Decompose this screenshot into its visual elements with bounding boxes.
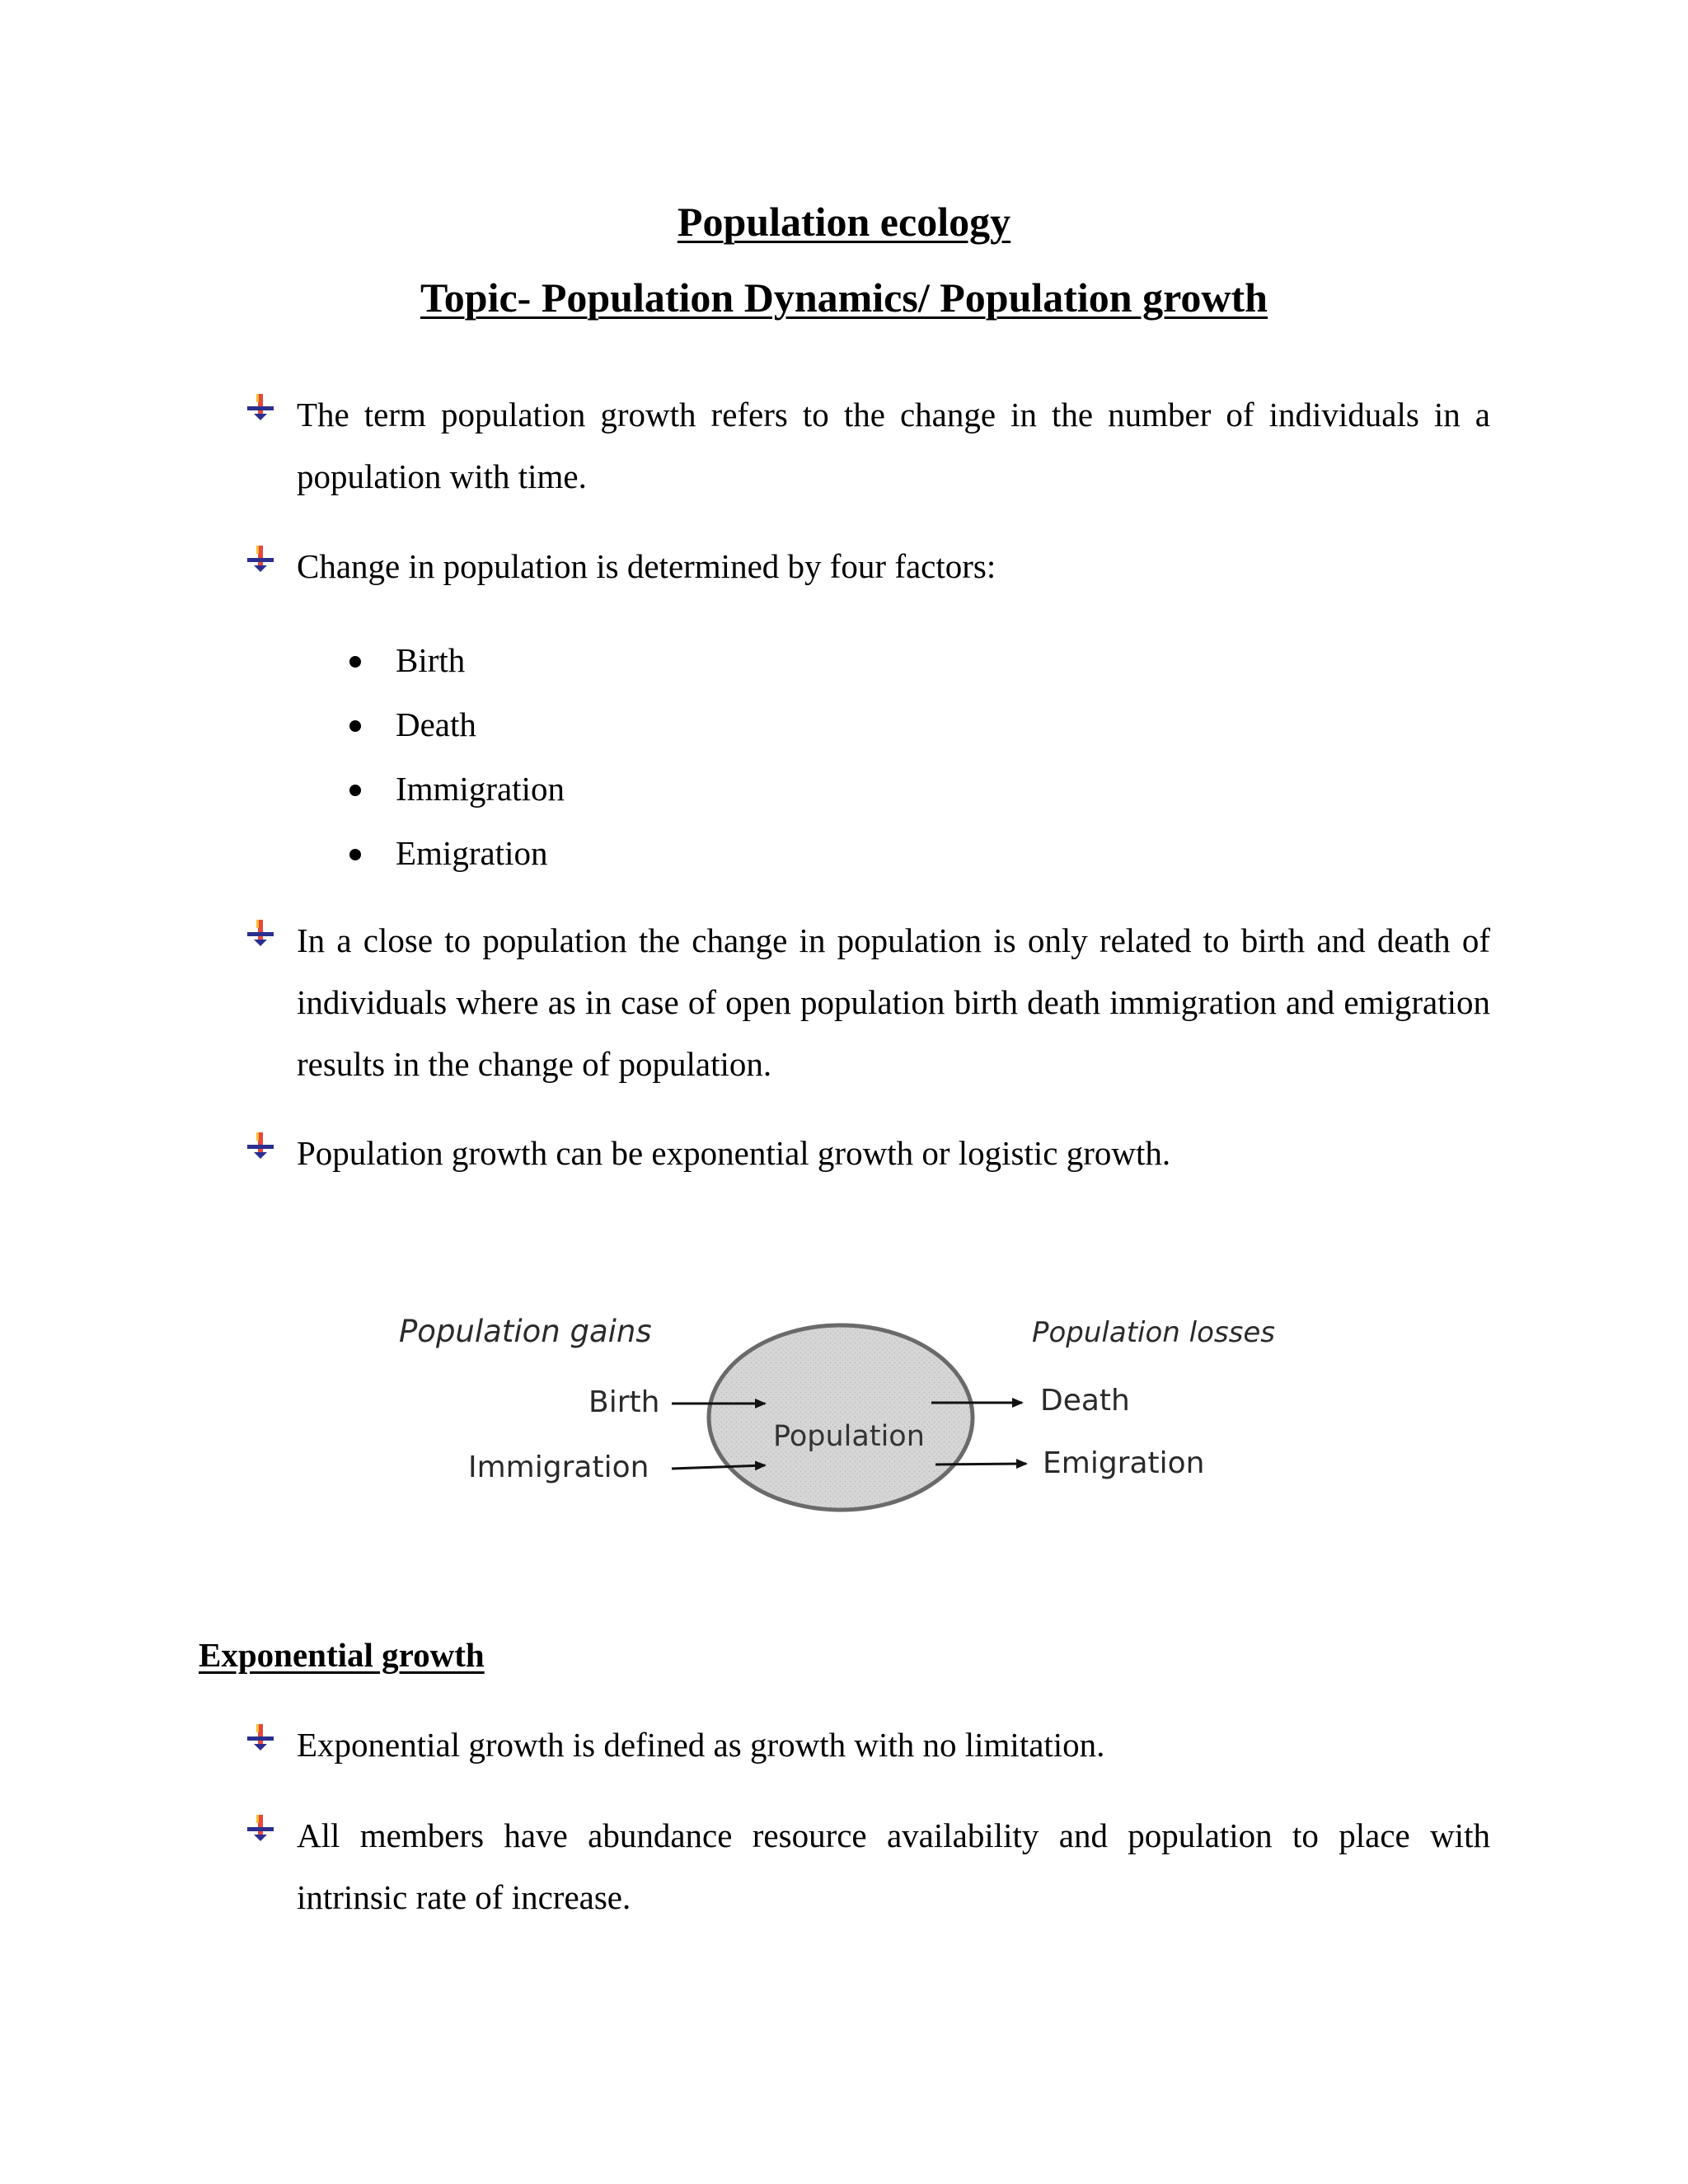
- population-gains-heading: Population gains: [399, 1314, 652, 1349]
- cross-arrow-bullet-icon: [246, 918, 275, 948]
- bullet-text: In a close to population the change in population is only related to birth and death of individuals where as in case of open population birth death immigration and emigration results in the change of population.: [297, 921, 1490, 1083]
- cross-arrow-bullet-icon: [246, 392, 275, 422]
- list-item: Birth: [346, 628, 565, 692]
- list-item: Immigration: [346, 757, 565, 821]
- emigration-arrow: [935, 1464, 1026, 1465]
- death-label: Death: [1040, 1384, 1130, 1418]
- list-item: Emigration: [346, 821, 565, 885]
- bullet-text: Change in population is determined by four factors:: [297, 547, 996, 585]
- bullet-dot-icon: [349, 720, 361, 732]
- birth-label: Birth: [588, 1385, 660, 1419]
- bullet-dot-icon: [349, 656, 361, 668]
- bullet-text: The term population growth refers to the change in the number of individuals in a population with time.: [297, 396, 1490, 495]
- cross-arrow-bullet-icon: [246, 544, 275, 574]
- population-label: Population: [773, 1420, 925, 1453]
- population-losses-heading: Population losses: [1032, 1316, 1275, 1349]
- document-subtitle: Topic- Population Dynamics/ Population growth: [420, 274, 1268, 321]
- cross-arrow-bullet-icon: [246, 1813, 275, 1843]
- section-heading: Exponential growth: [199, 1636, 485, 1674]
- cross-arrow-bullet-icon: [246, 1131, 275, 1160]
- factors-list: [346, 628, 565, 885]
- bullet-text: All members have abundance resource availability and population to place with intrinsic rate of increase.: [297, 1816, 1490, 1916]
- bullet-dot-icon: [349, 849, 361, 860]
- bullet-text: Population growth can be exponential growth or logistic growth.: [297, 1134, 1171, 1172]
- population-diagram: [280, 1253, 1311, 1599]
- emigration-label: Emigration: [1043, 1446, 1205, 1480]
- population-ellipse: [709, 1325, 973, 1510]
- bullet-text: Exponential growth is defined as growth with no limitation.: [297, 1726, 1105, 1764]
- bullet-dot-icon: [349, 785, 361, 796]
- list-item: Death: [346, 692, 565, 757]
- immigration-label: Immigration: [468, 1451, 649, 1484]
- document-title: Population ecology: [677, 199, 1011, 245]
- cross-arrow-bullet-icon: [246, 1722, 275, 1752]
